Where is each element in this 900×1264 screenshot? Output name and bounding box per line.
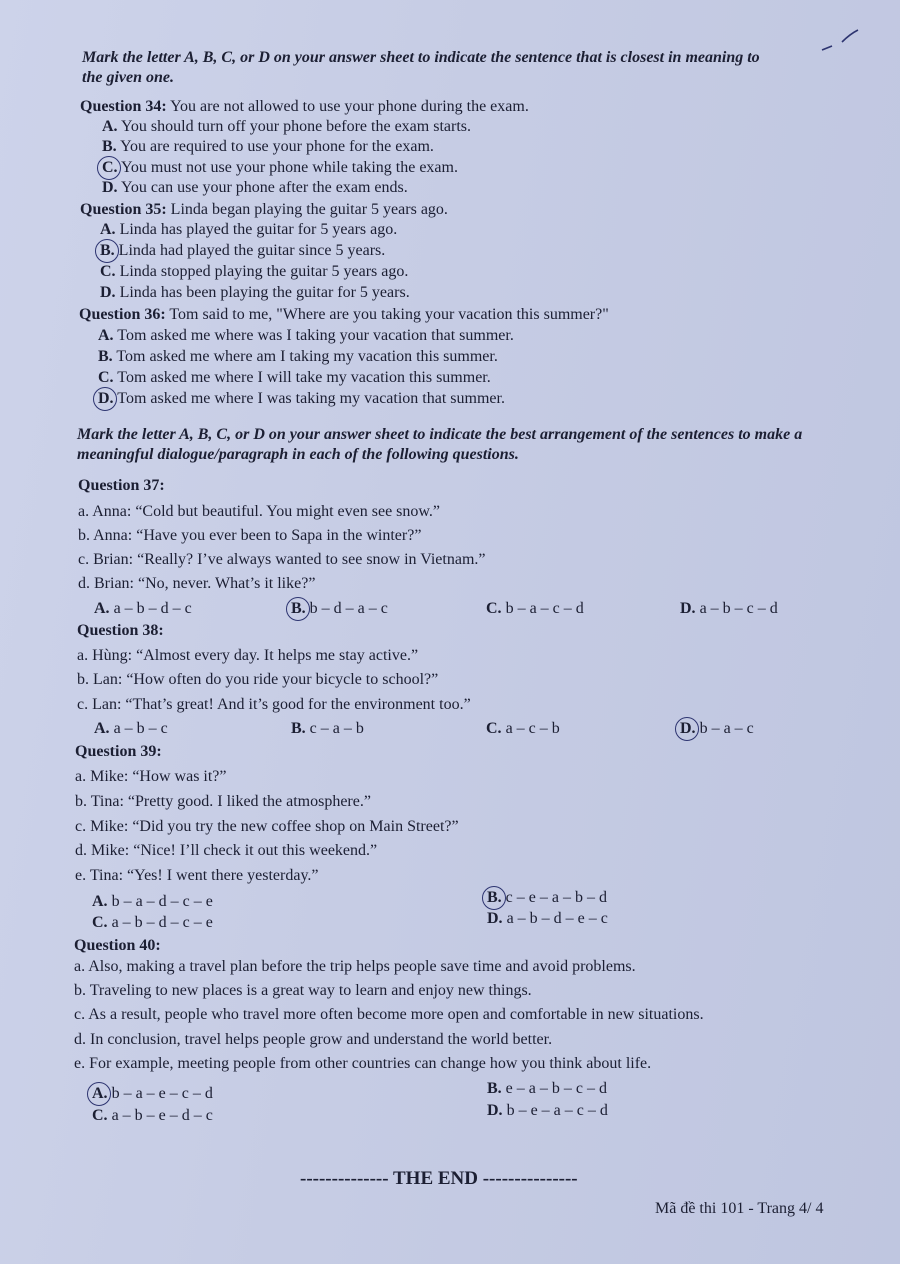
question-36-label: Question 36:: [79, 306, 166, 323]
option-text: b – d – a – c: [309, 600, 388, 617]
q34-option-b[interactable]: [102, 137, 434, 157]
option-letter: C.: [92, 1107, 108, 1124]
question-38: [77, 621, 164, 641]
option-letter: B.: [102, 138, 117, 155]
question-34: [80, 97, 529, 117]
option-letter: B.: [100, 242, 115, 259]
option-text: You are required to use your phone for the exam.: [120, 138, 434, 155]
option-letter: A.: [100, 221, 116, 238]
option-letter: C.: [486, 720, 502, 737]
q38-option-b[interactable]: [291, 719, 364, 739]
q35-option-d[interactable]: [100, 283, 410, 303]
option-text: You should turn off your phone before the exam starts.: [120, 118, 471, 135]
option-letter: B.: [291, 720, 306, 737]
option-text: a – b – c: [113, 720, 168, 737]
option-letter: D.: [487, 1102, 503, 1119]
q37-option-b[interactable]: [291, 599, 388, 619]
q40-option-d[interactable]: [487, 1101, 608, 1121]
q34-option-d[interactable]: [102, 178, 408, 198]
answer-circle-mark: [482, 886, 506, 910]
option-letter: D.: [680, 600, 696, 617]
option-letter: D.: [102, 179, 118, 196]
option-text: You can use your phone after the exam ends.: [120, 179, 408, 196]
option-text: Tom asked me where am I taking my vacation this summer.: [116, 348, 498, 365]
question-35-stem: Linda began playing the guitar 5 years ago.: [170, 201, 448, 218]
option-text: b – e – a – c – d: [506, 1102, 608, 1119]
q37-option-a[interactable]: [94, 599, 192, 619]
option-letter: B.: [487, 1080, 502, 1097]
question-38-label: Question 38:: [77, 622, 164, 639]
q38-line-c: c. Lan: “That’s great! And it’s good for the environment too.”: [77, 696, 471, 713]
option-letter: A.: [102, 118, 118, 135]
q38-line-b: b. Lan: “How often do you ride your bicycle to school?”: [77, 671, 439, 688]
q40-line-c: c. As a result, people who travel more often become more open and comfortable in new situations.: [74, 1006, 704, 1023]
option-text: b – a – e – c – d: [111, 1085, 213, 1102]
q35-option-b[interactable]: [100, 241, 385, 261]
q36-option-a[interactable]: [98, 326, 514, 346]
q37-line-c: c. Brian: “Really? I’ve always wanted to see snow in Vietnam.”: [78, 551, 486, 568]
q39-option-a[interactable]: [92, 892, 213, 912]
answer-circle-mark: [93, 387, 117, 411]
q37-line-d: d. Brian: “No, never. What’s it like?”: [78, 575, 316, 592]
question-35-label: Question 35:: [80, 201, 167, 218]
option-text: b – a – c – d: [505, 600, 584, 617]
option-text: a – c – b: [505, 720, 560, 737]
q37-option-c[interactable]: [486, 599, 584, 619]
q40-option-b[interactable]: [487, 1079, 607, 1099]
answer-circle-mark: [87, 1082, 111, 1106]
option-text: Tom asked me where I was taking my vacation that summer.: [117, 390, 505, 407]
q38-option-c[interactable]: [486, 719, 560, 739]
option-text: a – b – d – c: [113, 600, 192, 617]
option-letter: C.: [92, 914, 108, 931]
q40-option-a[interactable]: [92, 1084, 213, 1104]
q37-line-a: a. Anna: “Cold but beautiful. You might even see snow.”: [78, 503, 441, 520]
option-text: a – b – e – d – c: [111, 1107, 213, 1124]
q35-option-a[interactable]: [100, 220, 397, 240]
option-text: Linda had played the guitar since 5 years.: [118, 242, 386, 259]
page-footer: Mã đề thi 101 - Trang 4/ 4: [655, 1200, 824, 1217]
question-37-label: Question 37:: [78, 477, 165, 494]
option-text: Linda stopped playing the guitar 5 years ago.: [119, 263, 409, 280]
option-letter: B.: [291, 600, 306, 617]
question-39-label: Question 39:: [75, 743, 162, 760]
option-text: Linda has been playing the guitar for 5 years.: [119, 284, 410, 301]
option-letter: A.: [94, 600, 110, 617]
option-letter: C.: [486, 600, 502, 617]
section2-instruction: Mark the letter A, B, C, or D on your answer sheet to indicate the best arrangement of the sentences to make a meaningful dialogue/paragraph in each of the following questions.: [77, 426, 803, 463]
q38-option-d[interactable]: [680, 719, 754, 739]
pen-tick-mark-icon: [818, 28, 862, 58]
option-text: a – b – c – d: [699, 600, 778, 617]
option-text: c – a – b: [309, 720, 364, 737]
option-letter: D.: [487, 910, 503, 927]
option-letter: A.: [92, 893, 108, 910]
q40-line-a: a. Also, making a travel plan before the trip helps people save time and avoid problems.: [74, 958, 636, 975]
option-text: Linda has played the guitar for 5 years ago.: [119, 221, 398, 238]
option-letter: A.: [92, 1085, 108, 1102]
option-letter: A.: [94, 720, 110, 737]
option-text: You must not use your phone while taking the exam.: [120, 159, 458, 176]
option-letter: C.: [102, 159, 118, 176]
q34-option-c[interactable]: [102, 158, 458, 178]
option-text: e – a – b – c – d: [505, 1080, 607, 1097]
q40-line-d: d. In conclusion, travel helps people grow and understand the world better.: [74, 1031, 553, 1048]
option-text: a – b – d – c – e: [111, 914, 213, 931]
q37-option-d[interactable]: [680, 599, 778, 619]
option-text: Tom asked me where was I taking your vacation that summer.: [117, 327, 514, 344]
q40-line-b: b. Traveling to new places is a great way to learn and enjoy new things.: [74, 982, 532, 999]
question-34-stem: You are not allowed to use your phone during the exam.: [170, 98, 529, 115]
q38-line-a: a. Hùng: “Almost every day. It helps me stay active.”: [77, 647, 419, 664]
option-text: b – a – d – c – e: [111, 893, 213, 910]
q37-line-b: b. Anna: “Have you ever been to Sapa in the winter?”: [78, 527, 422, 544]
option-text: b – a – c: [699, 720, 754, 737]
q39-line-b: b. Tina: “Pretty good. I liked the atmosphere.”: [75, 793, 371, 810]
question-40: [74, 936, 161, 956]
q39-line-a: a. Mike: “How was it?”: [75, 768, 227, 785]
question-39: [75, 742, 162, 762]
question-40-label: Question 40:: [74, 937, 161, 954]
q40-option-c[interactable]: [92, 1106, 213, 1126]
the-end-marker: -------------- THE END ---------------: [300, 1168, 578, 1189]
question-36: [79, 305, 609, 325]
q36-option-d[interactable]: [98, 389, 505, 409]
q36-option-c[interactable]: [98, 368, 491, 388]
option-letter: C.: [100, 263, 116, 280]
q38-option-a[interactable]: [94, 719, 168, 739]
answer-circle-mark: [286, 597, 310, 621]
answer-circle-mark: [97, 156, 121, 180]
q39-line-c: c. Mike: “Did you try the new coffee shop on Main Street?”: [75, 818, 459, 835]
option-letter: C.: [98, 369, 114, 386]
option-letter: D.: [100, 284, 116, 301]
option-text: c – e – a – b – d: [505, 889, 607, 906]
q39-option-d[interactable]: [487, 909, 608, 929]
q39-line-e: e. Tina: “Yes! I went there yesterday.”: [75, 867, 319, 884]
question-36-stem: Tom said to me, "Where are you taking your vacation this summer?": [169, 306, 609, 323]
question-34-label: Question 34:: [80, 98, 167, 115]
q40-line-e: e. For example, meeting people from other countries can change how you think about life.: [74, 1055, 652, 1072]
q34-option-a[interactable]: [102, 117, 471, 137]
q35-option-c[interactable]: [100, 262, 408, 282]
option-letter: B.: [487, 889, 502, 906]
answer-circle-mark: [675, 717, 699, 741]
option-letter: D.: [680, 720, 696, 737]
option-letter: A.: [98, 327, 114, 344]
question-35: [80, 200, 448, 220]
answer-circle-mark: [95, 239, 119, 263]
q39-line-d: d. Mike: “Nice! I’ll check it out this weekend.”: [75, 842, 378, 859]
option-text: a – b – d – e – c: [506, 910, 608, 927]
section1-instruction: Mark the letter A, B, C, or D on your answer sheet to indicate the sentence that is closest in meaning to the given one.: [82, 49, 760, 86]
option-letter: B.: [98, 348, 113, 365]
question-37: [78, 476, 165, 496]
option-text: Tom asked me where I will take my vacation this summer.: [117, 369, 491, 386]
q36-option-b[interactable]: [98, 347, 498, 367]
q39-option-c[interactable]: [92, 913, 213, 933]
option-letter: D.: [98, 390, 114, 407]
q39-option-b[interactable]: [487, 888, 607, 908]
